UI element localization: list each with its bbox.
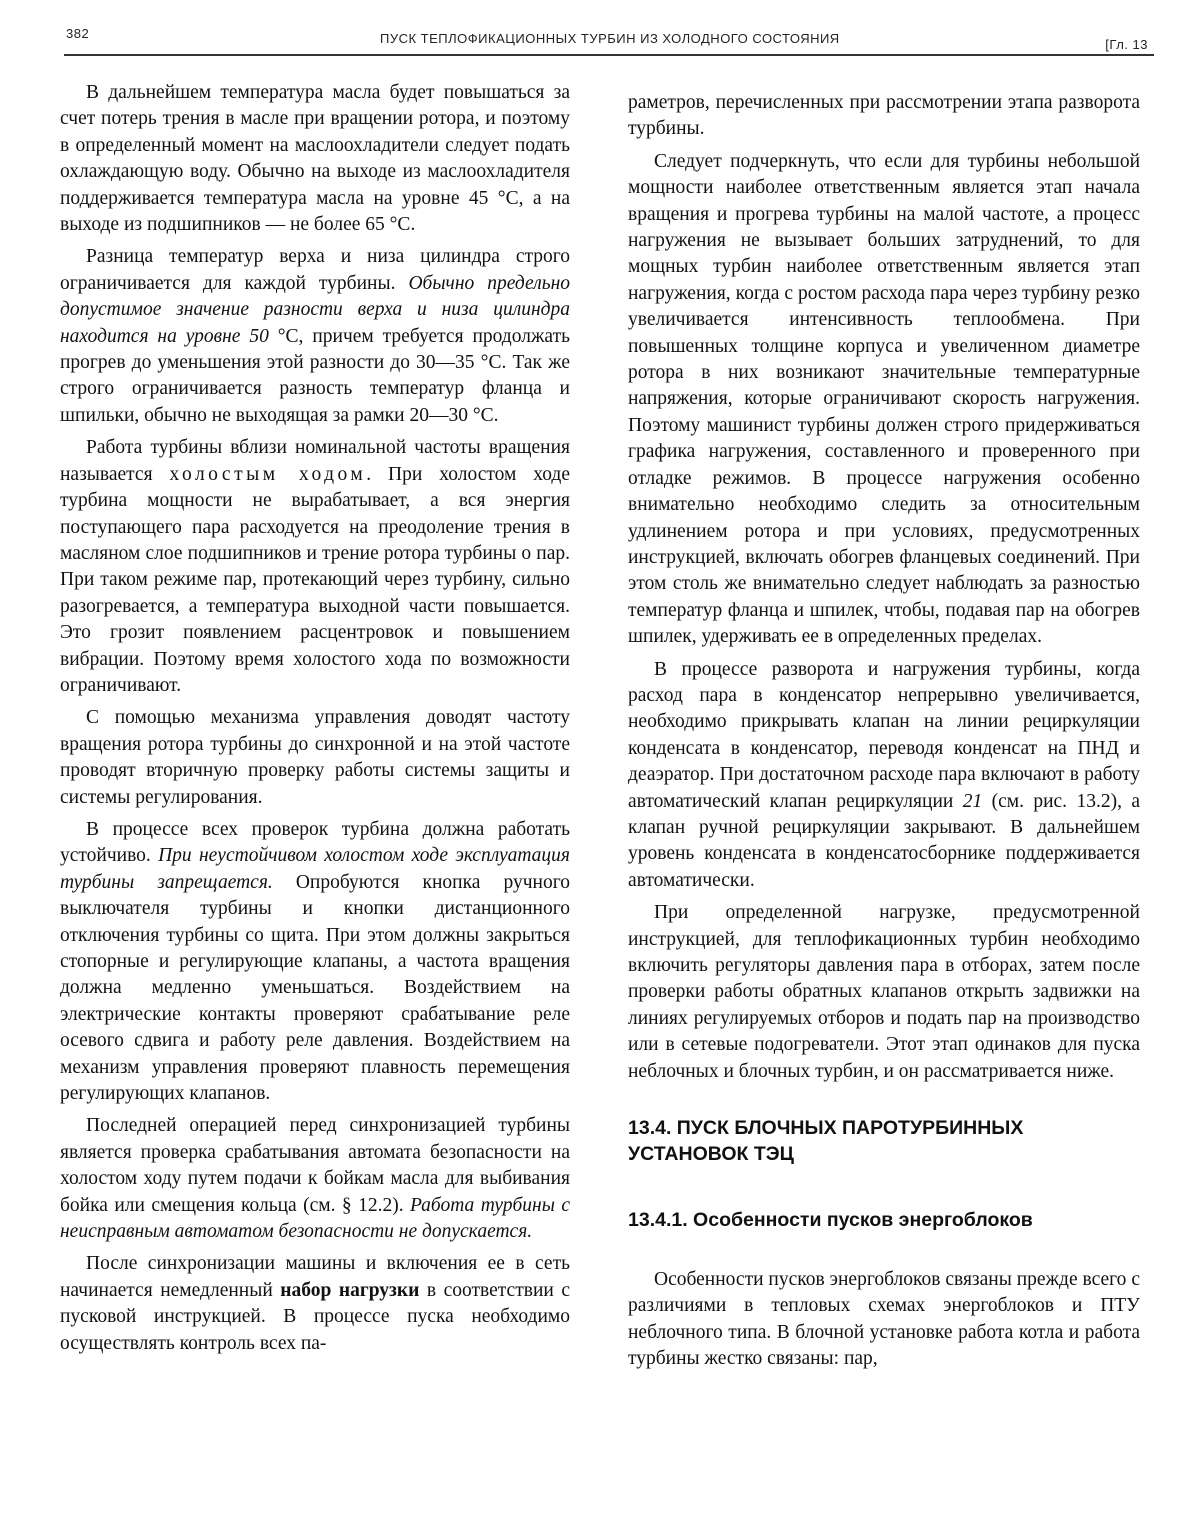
italic-text: Обычно предельно допустимое значение разности верха и низа цилиндра находится на уровне 50 (60, 272, 570, 347)
figure-ref-number: 21 (962, 790, 983, 812)
spaced-term: холостым ходом (169, 463, 367, 485)
paragraph: После синхронизации машины и включения ее в сеть начинается немедленный набор нагрузки в соответствии с пусковой инструкцией. В процессе пуска необходимо осуществлять контроль всех па- (60, 1253, 570, 1354)
running-title: ПУСК ТЕПЛОФИКАЦИОННЫХ ТУРБИН ИЗ ХОЛОДНОГО СОСТОЯНИЯ (380, 31, 840, 46)
bold-term: набор нагрузки (280, 1279, 420, 1301)
paragraph: Разница температур верха и низа цилиндра строго ограничивается для каждой турбины. Обычно предельно допустимое значение разности верха и низа цилиндра находится на уровне 50 °С, причем требуется продолжать прогрев до уменьшения этой разности до 30—35 °С. Так же строго ограничивается разность температур фланца и шпильки, обычно не выходящая за рамки 20—30 °С. (60, 246, 570, 426)
paragraph: В дальнейшем температура масла будет повышаться за счет потерь трения в масле при вращении ротора, и поэтому в определенный момент на маслоохладители следует подать охлаждающую воду. Обычно на выходе из маслоохладителя поддерживается температура масла на уровне 45 °С, а на выходе из подшипников — не более 65 °С. (60, 82, 570, 236)
paragraph: Последней операцией перед синхронизацией турбины является проверка срабатывания автомата безопасности на холостом ходу путем подачи к бойкам масла для выбивания бойка или смещения кольца (см. § 12.2). Работа турбины с неисправным автоматом безопасности не допускается. (60, 1115, 570, 1243)
paragraph: В процессе разворота и нагружения турбины, когда расход пара в конденсатор непрерывно увеличивается, необходимо прикрывать клапан на линии рециркуляции конденсата в конденсатор, переводя конденсат на ПНД и деаэратор. При достаточном расходе пара включают в работу автоматический клапан рециркуляции 21 (см. рис. 13.2), а клапан ручной рециркуляции закрывают. В дальнейшем уровень конденсата в конденсатосборнике поддерживается автоматически. (628, 658, 1140, 891)
subsection-heading: 13.4.1. Особенности пусков энергоблоков (628, 1209, 1033, 1232)
italic-text: При неустойчивом холостом ходе эксплуатация турбины запрещается. (60, 845, 570, 893)
paragraph: Особенности пусков энергоблоков связаны прежде всего с различиями в тепловых схемах энергоблоков и ПТУ неблочного типа. В блочной установке работа котла и работа турбины жестко связаны: пар, (628, 1269, 1140, 1370)
running-header (64, 22, 1154, 58)
italic-text: Работа турбины с неисправным автоматом безопасности не допускается. (60, 1194, 570, 1243)
page-number: 382 (66, 26, 90, 41)
section-heading: 13.4. ПУСК БЛОЧНЫХ ПАРОТУРБИННЫХ УСТАНОВОК ТЭЦ (628, 1117, 1024, 1166)
paragraph: В процессе всех проверок турбина должна работать устойчиво. При неустойчивом холостом ходе эксплуатация турбины запрещается. Опробуются кнопка ручного выключателя турбины и кнопки дистанционного отключения турбины со щита. При этом должны закрыться стопорные и регулирующие клапаны, а частота вращения должна медленно уменьшаться. Воздействием на электрические контакты проверяют срабатывание реле осевого сдвига и работу реле давления. Воздействием на механизм управления проверяют плавность перемещения регулирующих клапанов. (60, 818, 570, 1105)
paragraph: Работа турбины вблизи номинальной частоты вращения называется холостым ходом. При холостом ходе турбина мощности не вырабатывает, а вся энергия поступающего пара расходуется на преодоление трения в масляном слое подшипников и трение ротора турбины о пар. При таком режиме пар, протекающий через турбину, сильно разогревается, а температура выходной части повышается. Это грозит появлением расцентровок и повышением вибрации. Поэтому время холостого хода по возможности ограничивают. (60, 437, 571, 696)
right-column (628, 90, 1140, 1379)
header-rule (64, 54, 1154, 56)
paragraph: С помощью механизма управления доводят частоту вращения ротора турбины до синхронной и на этой частоте проводят вторичную проверку работы системы защиты и системы регулирования. (60, 707, 570, 808)
paragraph: При определенной нагрузке, предусмотренной инструкцией, для теплофикационных турбин необходимо включить регуляторы давления пара в отборах, затем после проверки работы обратных клапанов открыть задвижки на линиях регулируемых отборов и подать пар на производство или в сетевые подогреватели. Этот этап одинаков для пуска неблочных и блочных турбин, и он рассматривается ниже. (628, 902, 1140, 1082)
chapter-marker: [Гл. 13 (1105, 37, 1148, 52)
left-column (60, 80, 570, 1363)
paragraph: раметров, перечисленных при рассмотрении этапа разворота турбины. (628, 92, 1140, 140)
paragraph: Следует подчеркнуть, что если для турбины небольшой мощности наиболее ответственным является этап начала вращения и прогрева турбины на малой частоте, а процесс нагружения не вызывает больших затруднений, то для мощных турбин наиболее ответственным является этап нагружения, когда с ростом расхода пара через турбину резко увеличивается интенсивность теплообмена. При повышенных толщине корпуса и увеличенном диаметре ротора в них возникают значительные температурные напряжения, которые ограничивают скорость нагружения. Поэтому машинист турбины должен строго придерживаться графика нагружения, составленного и проверенного при отладке режимов. В процессе нагружения особенно внимательно необходимо следить за относительным удлинением ротора и при условиях, предусмотренных инструкцией, включать обогрев фланцевых соединений. При этом столь же внимательно следует наблюдать за разностью температур фланца и шпилек, чтобы, подавая пар на обогрев шпилек, удерживать ее в определенных пределах. (628, 150, 1140, 648)
